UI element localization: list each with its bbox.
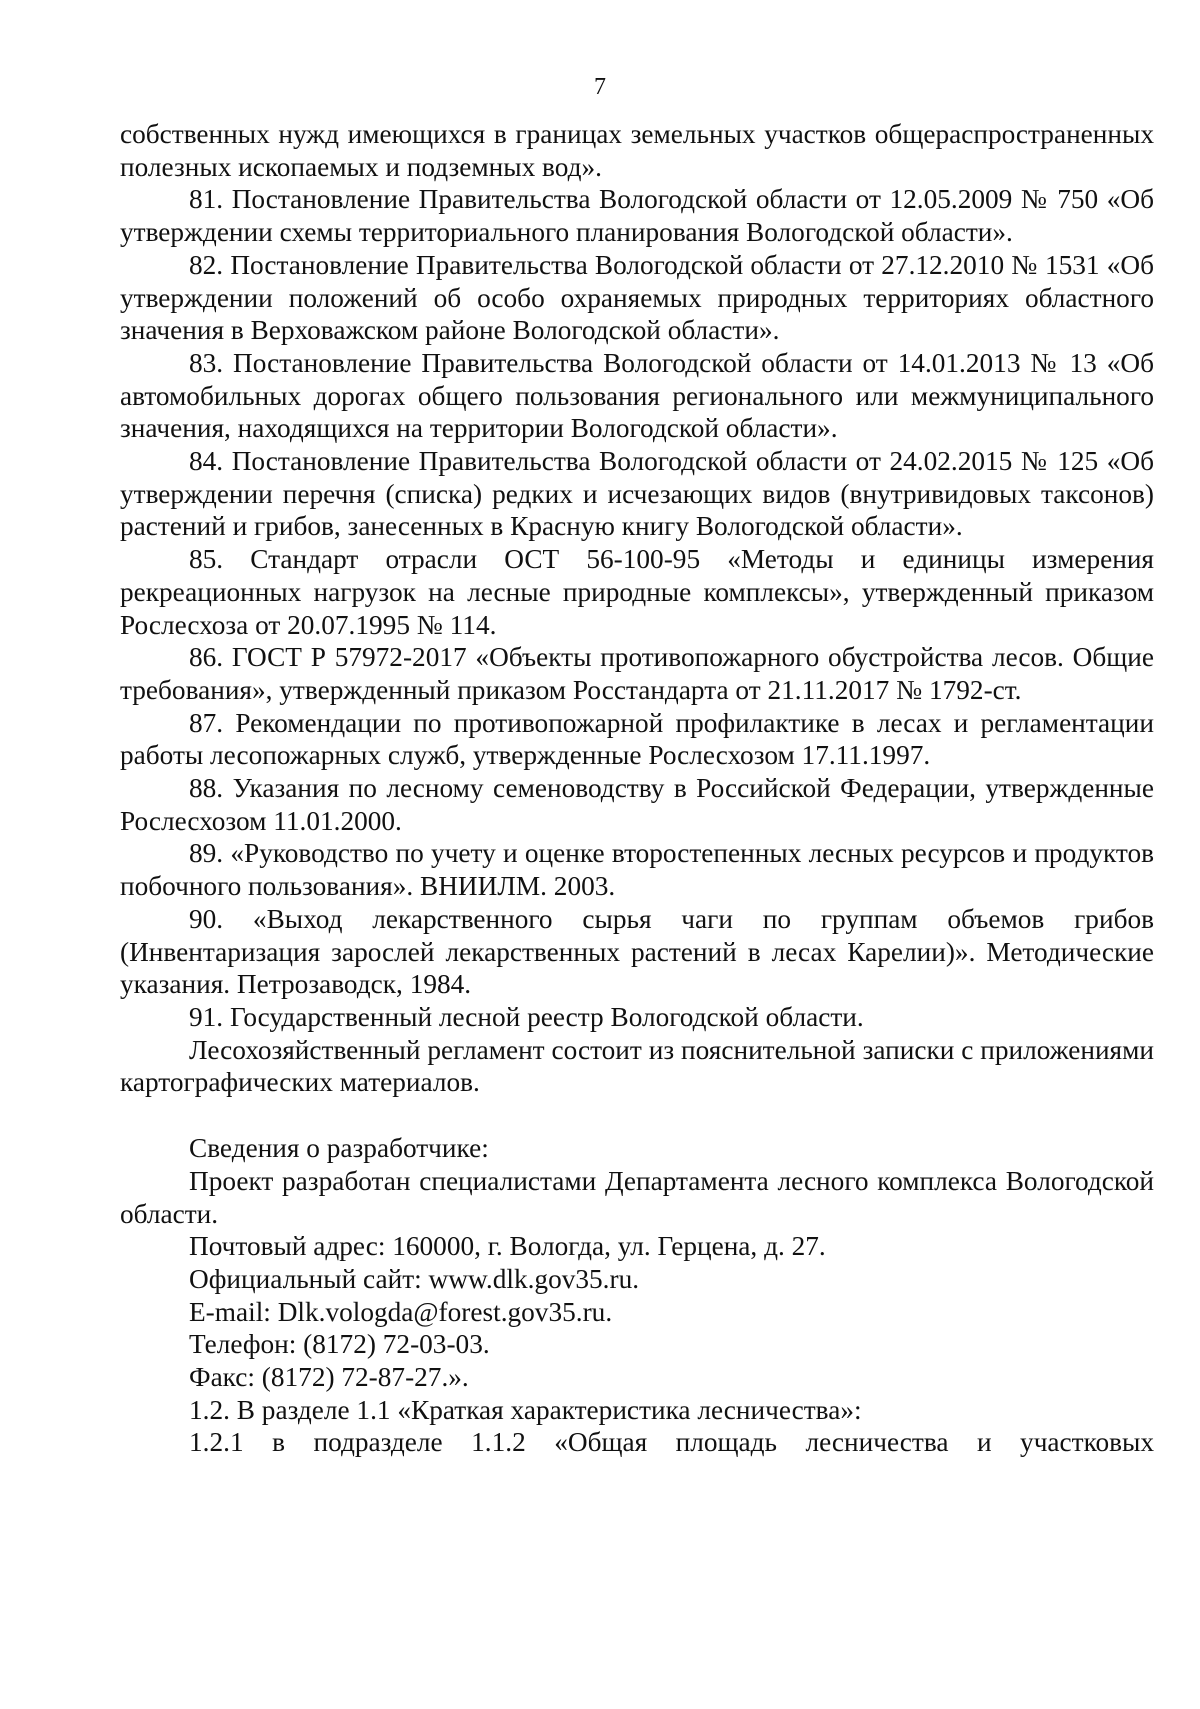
- section-1-2-1: 1.2.1 в подразделе 1.1.2 «Общая площадь лесничества и участковых: [189, 1427, 1154, 1458]
- list-item-84: 84. Постановление Правительства Вологодской области от 24.02.2015 № 125 «Об утверждении перечня (списка) редких и исчезающих видов (внутривидовых таксонов) растений и грибов, занесенных в Красную книгу Вологодской области».: [120, 446, 1154, 542]
- list-item-88: 88. Указания по лесному семеноводству в Российской Федерации, утвержденные Рослесхозом 11.01.2000.: [120, 773, 1154, 836]
- developer-fax: Факс: (8172) 72-87-27.».: [189, 1362, 469, 1393]
- developer-email: E-mail: Dlk.vologda@forest.gov35.ru.: [189, 1296, 613, 1327]
- developer-project: Проект разработан специалистами Департамента лесного комплекса Вологодской области.: [120, 1165, 1154, 1229]
- list-item-81: 81. Постановление Правительства Вологодской области от 12.05.2009 № 750 «Об утверждении схемы территориального планирования Вологодской области».: [120, 184, 1154, 248]
- document-body: [120, 118, 1154, 1459]
- developer-heading: Сведения о разработчике:: [189, 1133, 489, 1164]
- list-item-87: 87. Рекомендации по противопожарной профилактике в лесах и регламентации работы лесопожарных служб, утвержденные Рослесхозом 17.11.1997.: [120, 707, 1154, 771]
- section-spacer: [120, 1099, 1154, 1132]
- list-item-86: 86. ГОСТ Р 57972-2017 «Объекты противопожарного обустройства лесов. Общие требования», утвержденный приказом Росстандарта от 21.11.2017 № 1792-ст.: [120, 642, 1154, 705]
- developer-address: Почтовый адрес: 160000, г. Вологда, ул. Герцена, д. 27.: [189, 1231, 826, 1262]
- developer-site: Официальный сайт: www.dlk.gov35.ru.: [189, 1263, 640, 1294]
- list-item-90: 90. «Выход лекарственного сырья чаги по группам объемов грибов (Инвентаризация зарослей лекарственных растений в лесах Карелии)». Методические указания. Петрозаводск, 1984.: [120, 903, 1154, 1000]
- developer-phone: Телефон: (8172) 72-03-03.: [189, 1329, 490, 1360]
- page-number: 7: [594, 74, 606, 100]
- list-item-85: 85. Стандарт отрасли ОСТ 56-100-95 «Методы и единицы измерения рекреационных нагрузок на лесные природные комплексы», утвержденный приказом Рослесхоза от 20.07.1995 № 114.: [120, 544, 1154, 640]
- list-item-91: 91. Государственный лесной реестр Вологодской области.: [189, 1001, 864, 1032]
- list-item-89: 89. «Руководство по учету и оценке второстепенных лесных ресурсов и продуктов побочного пользования». ВНИИЛМ. 2003.: [120, 838, 1154, 902]
- section-1-2: 1.2. В разделе 1.1 «Краткая характеристика лесничества»:: [189, 1394, 862, 1425]
- paragraph-continuation: собственных нужд имеющихся в границах земельных участков общераспространенных полезных ископаемых и подземных вод».: [120, 119, 1154, 182]
- list-item-83: 83. Постановление Правительства Вологодской области от 14.01.2013 № 13 «Об автомобильных дорогах общего пользования регионального или межмуниципального значения, находящихся на территории Вологодской области».: [120, 347, 1154, 444]
- reglament-paragraph: Лесохозяйственный регламент состоит из пояснительной записки с приложениями картографических материалов.: [120, 1034, 1154, 1098]
- list-item-82: 82. Постановление Правительства Вологодской области от 27.12.2010 № 1531 «Об утверждении положений об особо охраняемых природных территориях областного значения в Верховажском районе Вологодской области».: [120, 249, 1154, 346]
